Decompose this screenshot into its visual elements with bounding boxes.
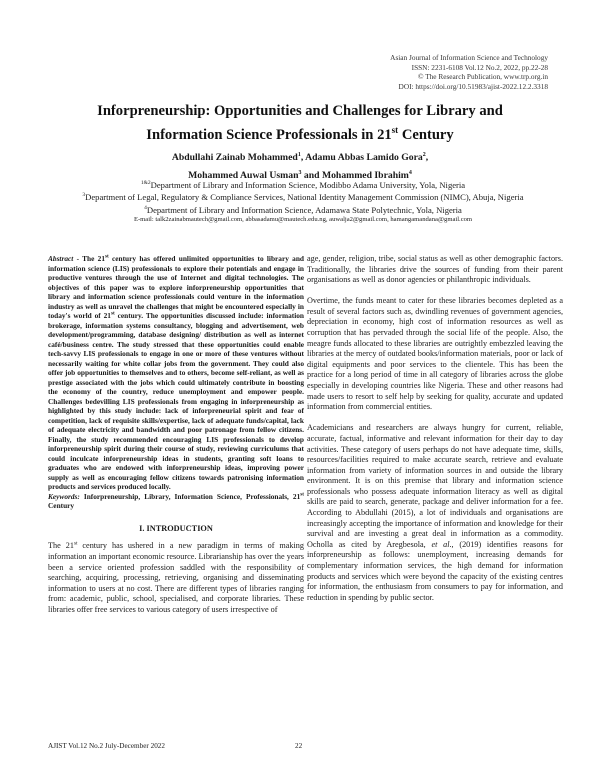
page-number: 22: [295, 742, 303, 750]
journal-issn: ISSN: 2231-6108 Vol.12 No.2, 2022, pp.22-28: [411, 62, 548, 72]
author-1: Abdullahi Zainab Mohammed: [171, 152, 298, 164]
author-2: Adamu Abbas Lamido Gora: [305, 152, 423, 164]
author-line-2: Mohammed Auwal Usman$^3$ and Mohammed Ibrahim$^4$: [188, 169, 412, 181]
journal-publisher: © The Research Publication, www.trp.org.in: [417, 72, 548, 82]
journal-doi[interactable]: DOI: https://doi.org/10.51983/ajist-2022.12.2.3318: [398, 81, 548, 91]
right-column: [307, 254, 563, 603]
author-3: Mohammed Auwal Usman: [188, 169, 299, 181]
intro-paragraph-4: Academicians and researchers are always hungry for current, reliable, accurate, factual, informative and relevant information for their day to day activities. These category of users perhaps do not have adequate time, skills, resources/facilities required to make accurate search, retrieve and evaluate information from variety of information sources in and outside the library environment. It is on this premise that library and information science professionals who possess adequate information literacy as well as digital skills are paid to search, generate, package and deliver information for a fee. According to Abdullahi (2015), a lot of individuals and organisations are increasingly accepting the importance of information and knowledge for their survival and are investing a great deal in information as a commodity. Ocholla as cited by Aregbesola, et al., (2019) identifies reasons for inforpreneurship as follows: unemployment, increasing demands for complementary information services, the high demand for information products and services which were beyond the capacity of the existing centres for information, the enthusiasm from consumers to pay for information, and reduction in spending by public sector.: [307, 423, 563, 602]
affiliation-2: $^3$Department of Legal, Regulatory & Compliance Services, National Identity Management Commission (NIMC), Abuja, Nigeria: [82, 192, 524, 203]
affiliation-1: $^{1\&2}$Department of Library and Information Science, Modibbo Adama University, Yola, Nigeria: [140, 179, 466, 190]
affiliation-3: $^4$Department of Library and Information Science, Adamawa State Polytechnic, Yola, Nigeria: [144, 204, 462, 215]
author-line-1: Abdullahi Zainab Mohammed$^1$, Adamu Abbas Lamido Gora$^2$,: [171, 152, 429, 164]
affiliations: [28, 178, 578, 225]
author-4: Mohammed Ibrahim: [321, 169, 409, 181]
author-emails: E-mail: talk2zainabmautech@gmail.com, abbasadamu@mautech.edu.ng, auwalja2@gmail.com, hamangamandana@gmail.com: [133, 215, 473, 223]
journal-header: [248, 53, 548, 91]
journal-name: Asian Journal of Information Science and Technology: [390, 53, 548, 62]
section-heading-introduction: I. INTRODUCTION: [139, 523, 213, 533]
intro-paragraph-1: The 21st century has ushered in a new paradigm in terms of making information an important economic resource. Librarianship has over the years been a service oriented profession saddled with the responsibility of searching, acquiring, processing, retrieving, organising and disseminating information to users at no cost. There are different types of libraries ranging from: academic, public, school, specialised, and corporate libraries. These libraries offer free services to various category of users irrespective of: [48, 540, 304, 615]
left-column: [48, 254, 304, 616]
title-line-1: Inforpreneurship: Opportunities and Challenges for Library and: [97, 103, 503, 119]
paper-title: [40, 102, 560, 145]
keywords: Keywords: Inforpreneurship, Library, Information Science, Professionals, 21st Century: [48, 491, 304, 511]
intro-paragraph-2: age, gender, religion, tribe, social status as well as other demographic factors. Traditionally, the libraries drive the sources of funding from their parent organisations as well as donor agencies or philanthropic individuals.: [307, 254, 563, 285]
abstract-label: Abstract: [48, 254, 74, 263]
footer-journal-info: AJIST Vol.12 No.2 July-December 2022: [48, 742, 165, 750]
title-line-2: Information Science Professionals in 21st Century: [146, 125, 454, 143]
abstract: Abstract - The 21st century has offered unlimited opportunities to library and information science (LIS) professionals to explore their potentials and engage in productive ventures through the use of Internet and digital technologies. The objectives of this paper was to explore inforpreneurship opportunities that library and information science professionals could venture in the information industry as well as unravel the challenges that might be encountered especially in today's world of 21st century. The opportunities discussed include: information brokerage, information systems consultancy, blogging and advertisement, web development/programming, database designing/ distribution as well as internet café/business centre. The study stressed that these opportunities could enable tech-savvy LIS professionals to engage in one or more of these ventures without necessarily waiting for white collar jobs from the government. They could also offer job opportunities to themselves and to others, become self-reliant, as well as prestige associated with the jobs which could ultimately contribute in boosting the economy of the country, reduce unemployment and empower people. Challenges bedevilling LIS professionals from engaging in inforpreneurship as highlighted by this study include: lack of inforpreneurial spirit and fear of competition, lack of requisite skills/expertise, lack of adequate funds/capital, lack of adequate electricity and bandwidth and poor patronage from fellow citizens. Finally, the study recommended encouraging LIS professionals to develop inforpreneurship spirit during their course of study, reviewing curriculums that could inculcate inforpreneurship ideas in students, granting soft loans to graduates who are endowed with inforpreneurship ideas, improving power supply as well as encouraging fellow citizens towards patronising information products and services produced locally.: [48, 253, 304, 492]
keywords-label: Keywords:: [48, 491, 80, 501]
intro-paragraph-3: Overtime, the funds meant to cater for these libraries becomes depleted as a result of several factors such as, dwindling revenues of government agencies, depreciation in economy, high cost of information resources as well as corruption that has pervaded through the social life of the people. Also, the meagre funds allocated to these libraries are outrightly embezzled leaving the libraries at the mercy of outdated books/information materials, poor or lack of digital equipments and poor services to the clientele. This has been the practice for a long period of time in all category of libraries across the globe especially in developing countries like Nigeria. These and other reasons had made users to resort to self help by seeking for quality, accurate and updated information from commercial entities.: [307, 296, 563, 412]
